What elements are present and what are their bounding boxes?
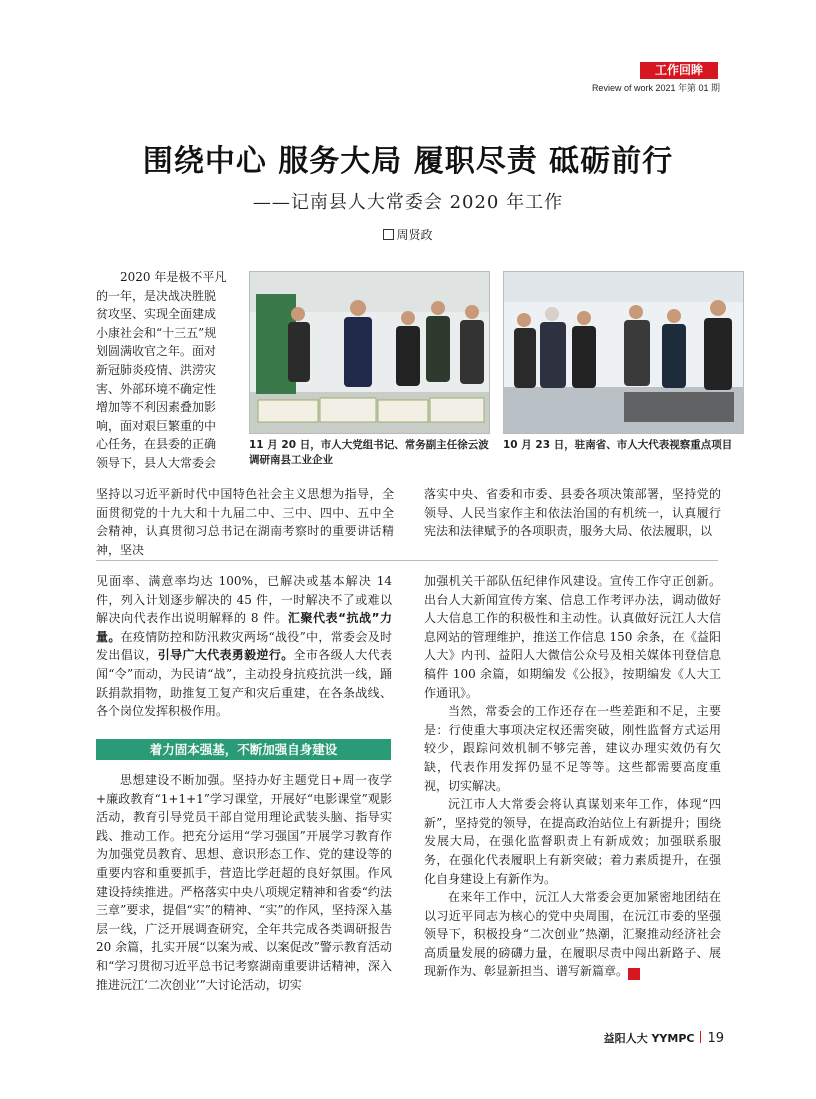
intro-line: 害、外部环境不确定性 xyxy=(96,381,217,396)
intro-column xyxy=(96,268,246,473)
bold-phrase: 汇聚代表“抗战”力量。 xyxy=(96,611,392,644)
section-heading: 着力固本强基，不断加强自身建设 xyxy=(96,739,391,760)
footer xyxy=(604,1030,724,1046)
paragraph: 当然，常委会的工作还存在一些差距和不足，主要是：行使重大事项决定权还需突破，刚性监督方式运用较少，跟踪问效机制不够完善，建议办理实效仍有欠缺，代表作用发挥仍显不足等等。这些都需要高度重视，切实解决。 xyxy=(424,704,721,793)
author-name: 周贤政 xyxy=(396,228,433,242)
footer-divider xyxy=(700,1031,701,1043)
intro-line: 心任务，在县委的正确 xyxy=(96,437,217,452)
photo-inspection xyxy=(503,271,744,434)
paragraph: 沅江市人大常委会将认真谋划来年工作，体现“四新”，坚持党的领导，在提高政治站位上有新提升；围绕发展大局，在强化监督职责上有新成效；加强联系服务，在强化代表履职上有新突破；着力素质提升，在强化自身建设上有新作为。 xyxy=(424,797,721,886)
intro-line: 小康社会和“十三五”规 xyxy=(96,325,217,340)
photo-factory-visit xyxy=(249,271,490,434)
paragraph: 在来年工作中，沅江人大常委会更加紧密地团结在以习近平同志为核心的党中央周围，在沅江市委的坚强领导下，积极投身“二次创业”热潮，汇聚推动经济社会高质量发展的磅礴力量，在履职尽责中闯出新路子、展现新作为、彰显新担当、谱写新篇章。 文 xyxy=(424,890,721,979)
paragraph: 思想建设不断加强。坚持办好主题党日+周一夜学+廉政教育“1+1+1”学习课堂，开展好“电影课堂”观影活动，教育引导党员干部自觉用理论武装头脑、指导实践、推动工作。把充分运用“学习强国”开展学习教育作为加强党员教育、思想、意识形态工作、党的建设等的重要内容和重要抓手，营造比学赶超的良好氛围。作风建设持续推进。严格落实中央八项规定精神和省委“约法三章”要求，提倡“实”的精神、“实”的作风，坚持深入基层一线，广泛开展调查研究，全年共完成各类调研报告 20 余篇，扎实开展“以案为戒、以案促改”警示教育活动和“学习贯彻习近平总书记考察湖南重要讲话精神，深入推进沅江‘二次创业’”大讨论活动，切实 xyxy=(96,773,392,992)
photo-caption: 11 月 20 日，市人大党组书记、常务副主任徐云波调研南县工业企业 xyxy=(249,439,489,466)
intro-line: 领导下，县人大常委会 xyxy=(96,455,217,470)
intro-line: 增加等不利因素叠加影 xyxy=(96,400,217,415)
intro-line: 的一年，是决战决胜脱 xyxy=(96,288,217,303)
intro-line: 2020 年是极不平凡 xyxy=(120,270,227,284)
end-mark-icon: 文 xyxy=(628,968,640,980)
page-number: 19 xyxy=(707,1031,724,1046)
left-column xyxy=(96,572,392,721)
photo-caption: 10 月 23 日，驻南省、市人大代表视察重点项目 xyxy=(503,439,733,451)
article-author xyxy=(0,226,816,243)
intro-continued: 坚持以习近平新时代中国特色社会主义思想为指导，全面贯彻党的十九大和十九届二中、三中、四中、五中全会精神，认真贯彻习总书记在湖南考察时的重要讲话精神，坚决 xyxy=(96,487,394,557)
intro-line: 响，面对艰巨繁重的中 xyxy=(96,418,217,433)
divider xyxy=(96,560,718,561)
section-tag: 工作回眸 xyxy=(640,62,718,79)
magazine-name: 益阳人大 YYMPC xyxy=(603,1032,695,1045)
article-subtitle: ——记南县人大常委会 2020 年工作 xyxy=(252,192,564,213)
issue-label: Review of work 2021 年第 01 期 xyxy=(591,83,720,93)
intro-line: 贫攻坚、实现全面建成 xyxy=(96,307,217,322)
photo-inspection-illustration xyxy=(504,272,743,433)
article-title: 围绕中心 服务大局 履职尽责 砥砺前行 xyxy=(142,144,674,179)
bold-phrase: 引导广大代表勇毅逆行。 xyxy=(157,648,294,663)
paragraph: 见面率、满意率均达 100%，已解决或基本解决 14 件，列入计划逐步解决的 45 件，一时解决不了或难以解决向代表作出说明解释的 8 件。汇聚代表“抗战”力量。在疫情防控和防汛救灾两场“战役”中，常委会及时发出倡议，引导广大代表勇毅逆行。全市各级人大代表闻“令”而动，为民请“战”，主动投身抗疫抗洪一线，踊跃捐款捐物，助推复工复产和灾后重建，在各条战线、各个岗位发挥积极作用。 xyxy=(96,574,392,719)
paragraph: 加强机关干部队伍纪律作风建设。宣传工作守正创新。出台人大新闻宣传方案、信息工作考评办法，调动做好人大信息工作的积极性和主动性。认真做好沅江人大信息网站的管理维护，推送工作信息 150 余条，在《益阳人大》内刊、益阳人大微信公众号及相关媒体刊登信息稿件 100 余篇，如期编发《公报》，按期编发《人大工作通讯》。 xyxy=(424,574,721,700)
right-column xyxy=(424,572,721,981)
author-box-icon xyxy=(383,229,394,240)
intro-right: 落实中央、省委和市委、县委各项决策部署，坚持党的领导、人民当家作主和依法治国的有机统一，认真履行宪法和法律赋予的各项职责，服务大局、依法履职，以 xyxy=(424,487,721,539)
intro-line: 划圆满收官之年。面对 xyxy=(96,344,217,359)
left-column-lower xyxy=(96,771,392,994)
intro-line: 新冠肺炎疫情、洪涝灾 xyxy=(96,362,217,377)
photo-factory-illustration xyxy=(250,272,489,433)
